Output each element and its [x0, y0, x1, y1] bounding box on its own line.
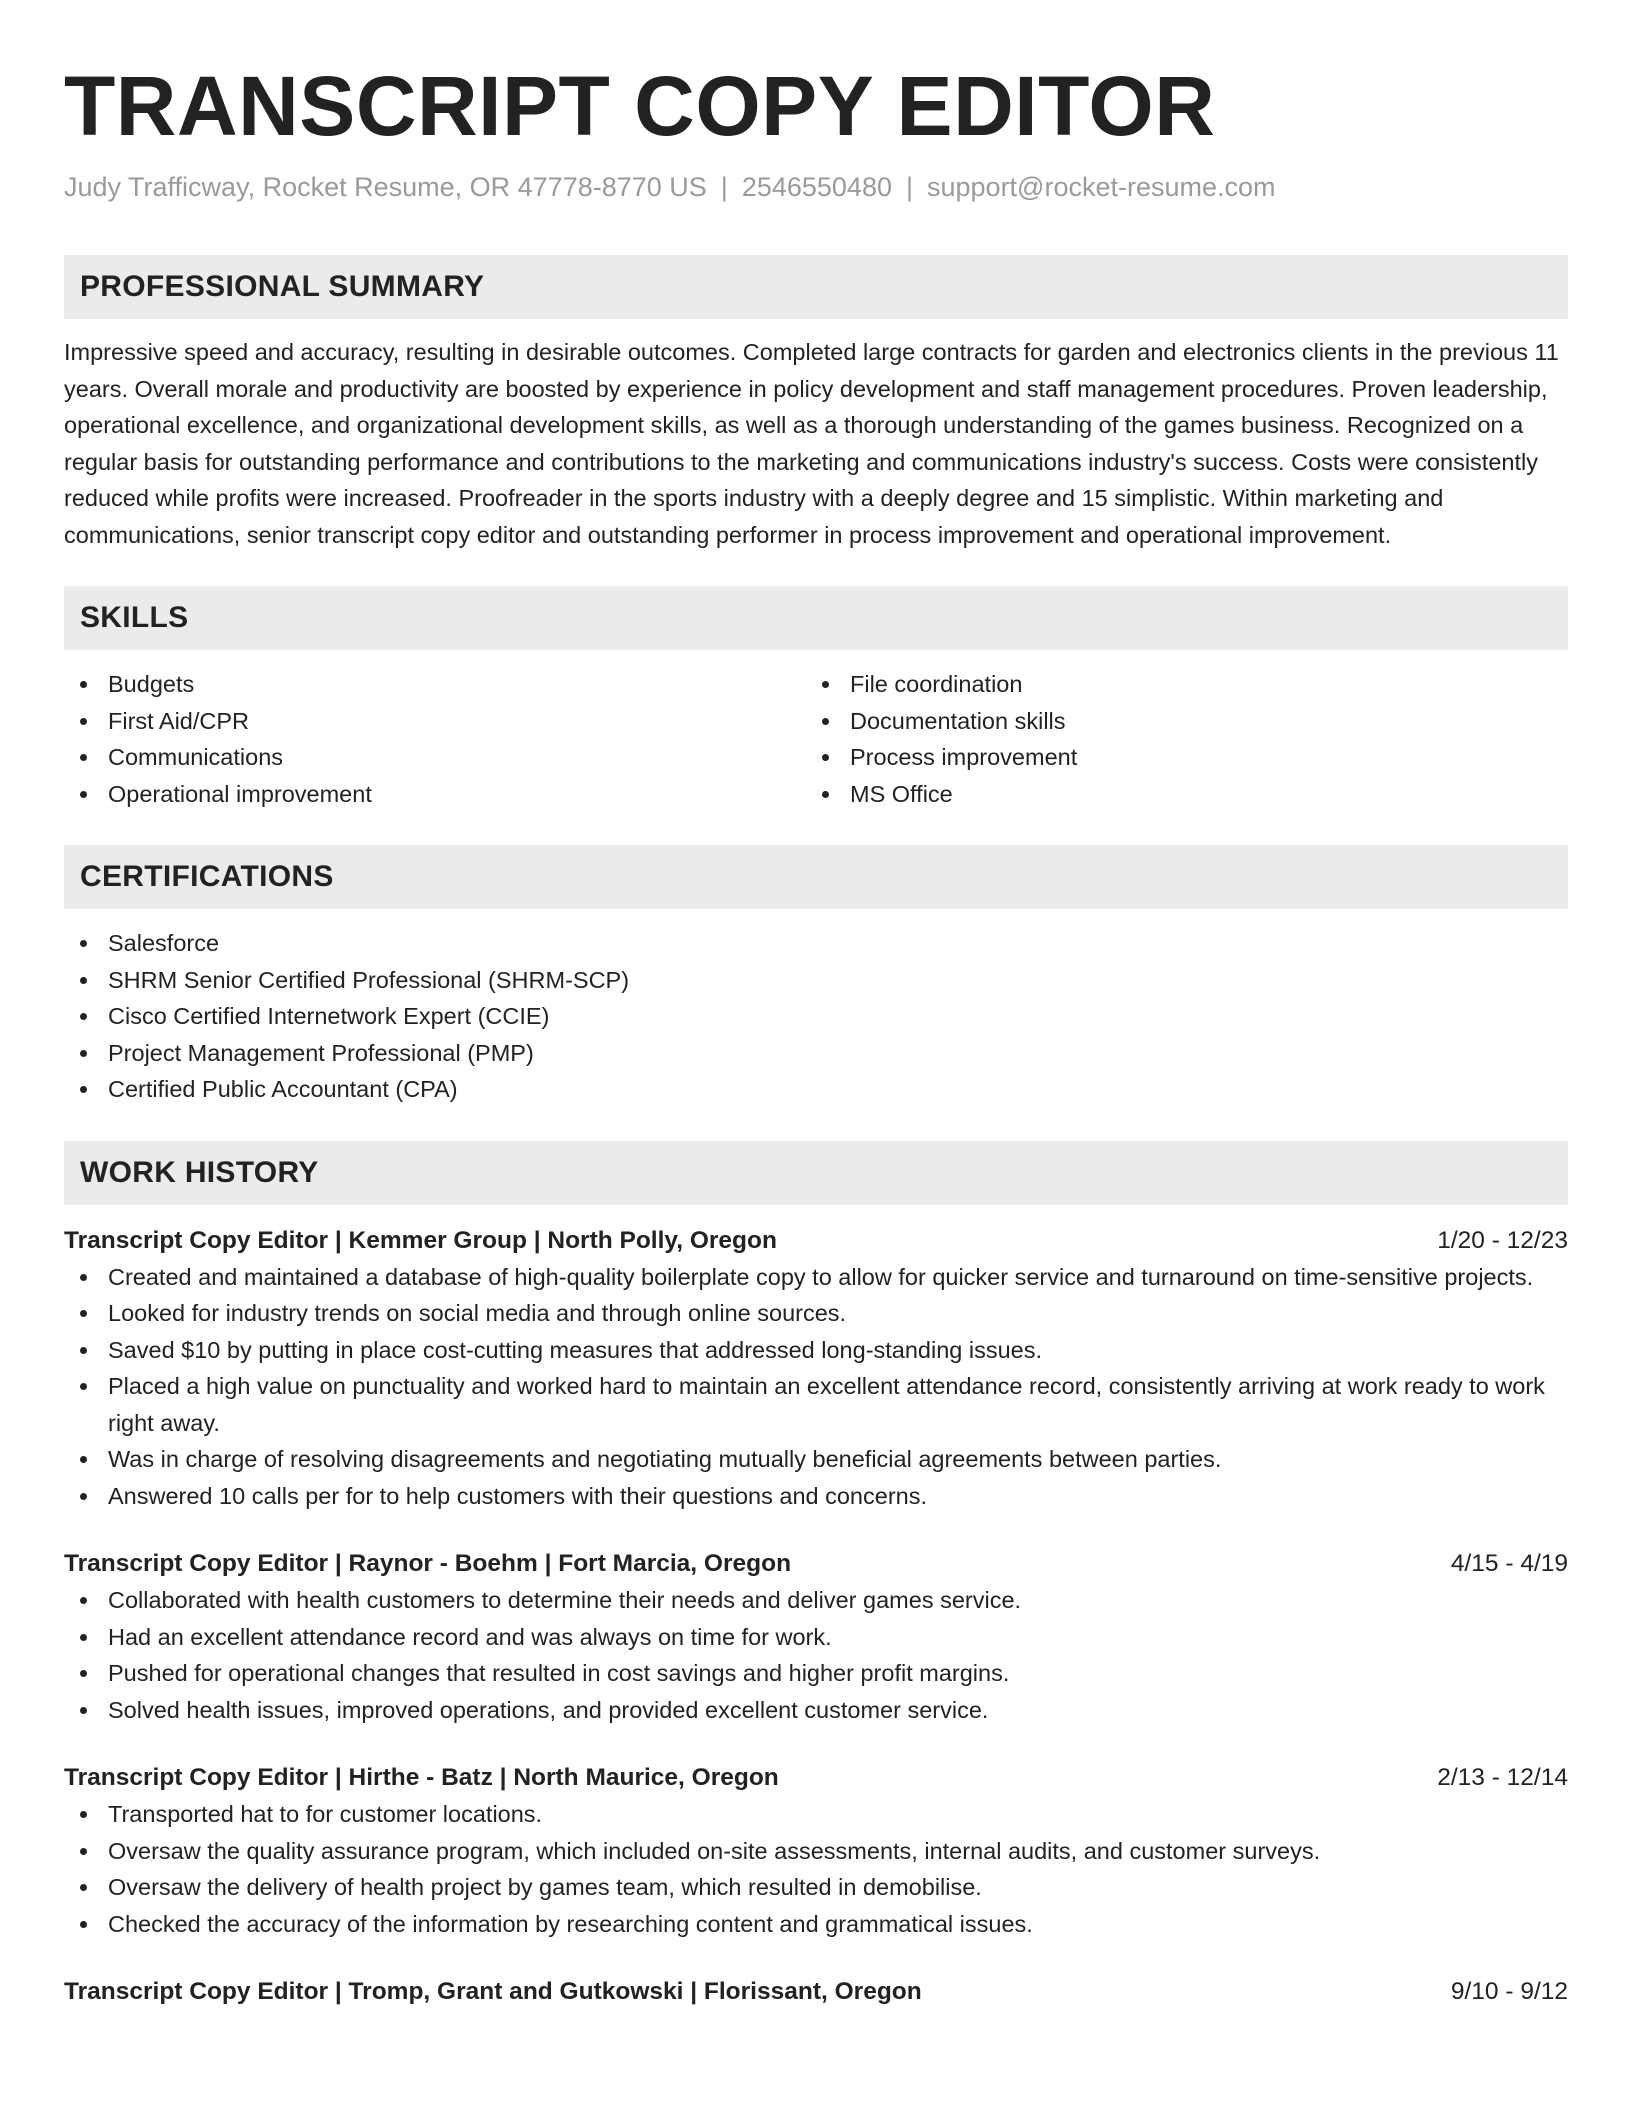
job-header — [64, 1223, 1568, 1259]
job-bullet: Collaborated with health customers to determine their needs and deliver games service. — [64, 1582, 1568, 1619]
certifications-section — [64, 845, 1568, 1108]
job-title: Transcript Copy Editor | Hirthe - Batz | North Maurice, Oregon — [64, 1764, 779, 1791]
skill-item: Process improvement — [806, 739, 1548, 776]
certification-item: Certified Public Accountant (CPA) — [64, 1071, 1568, 1108]
skills-column-left — [64, 666, 806, 812]
work-history-heading: WORK HISTORY — [64, 1141, 1568, 1205]
job-bullet: Transported hat to for customer locations. — [64, 1796, 1568, 1833]
skill-item: Budgets — [64, 666, 806, 703]
contact-separator: | — [905, 172, 913, 202]
job-bullet: Had an excellent attendance record and was always on time for work. — [64, 1619, 1568, 1656]
skills-section — [64, 586, 1568, 812]
job-bullet: Pushed for operational changes that resulted in cost savings and higher profit margins. — [64, 1655, 1568, 1692]
job-bullet: Was in charge of resolving disagreements and negotiating mutually beneficial agreements between parties. — [64, 1441, 1568, 1478]
job-dates: 1/20 - 12/23 — [1437, 1226, 1568, 1254]
job-dates: 4/15 - 4/19 — [1450, 1550, 1568, 1577]
page-title: TRANSCRIPT COPY EDITOR — [64, 59, 1216, 153]
job-entry — [64, 1546, 1568, 1728]
summary-section — [64, 255, 1568, 553]
job-entry — [64, 1223, 1568, 1515]
certification-item: Cisco Certified Internetwork Expert (CCIE) — [64, 998, 1568, 1035]
job-bullet: Oversaw the delivery of health project by games team, which resulted in demobilise. — [64, 1869, 1568, 1906]
skills-heading: SKILLS — [64, 586, 1568, 650]
certifications-heading: CERTIFICATIONS — [64, 845, 1568, 909]
job-dates: 2/13 - 12/14 — [1437, 1764, 1568, 1791]
summary-text: Impressive speed and accuracy, resulting in desirable outcomes. Completed large contracts for garden and electronics clients in the previous 11 years. Overall morale and productivity are boosted by experience in policy development and staff management procedures. Proven leadership, operational excellence, and organizational development skills, as well as a thorough understanding of the games business. Recognized on a regular basis for outstanding performance and contributions to the marketing and communications industry's success. Costs were consistently reduced while profits were increased. Proofreader in the sports industry with a deeply degree and 15 simplistic. Within marketing and communications, senior transcript copy editor and outstanding performer in process improvement and operational improvement. — [64, 339, 1559, 548]
certifications-list — [64, 925, 1568, 1108]
skills-column-right — [806, 666, 1548, 812]
job-header — [64, 1974, 1568, 2010]
contact-email[interactable]: support@rocket-resume.com — [927, 172, 1276, 202]
job-title: Transcript Copy Editor | Tromp, Grant and Gutkowski | Florissant, Oregon — [64, 1978, 922, 2005]
job-header — [64, 1546, 1568, 1582]
skill-item: Communications — [64, 739, 806, 776]
skill-item: First Aid/CPR — [64, 703, 806, 740]
job-bullets — [64, 1796, 1568, 1942]
work-history-section — [64, 1141, 1568, 2011]
job-bullet: Solved health issues, improved operations, and provided excellent customer service. — [64, 1692, 1568, 1729]
job-header — [64, 1760, 1568, 1796]
skill-item: Operational improvement — [64, 776, 806, 813]
contact-line — [64, 170, 1568, 204]
contact-address: Judy Trafficway, Rocket Resume, OR 47778-8770 US — [64, 172, 707, 202]
job-bullets — [64, 1582, 1568, 1728]
certification-item: Salesforce — [64, 925, 1568, 962]
job-title: Transcript Copy Editor | Raynor - Boehm | Fort Marcia, Oregon — [64, 1550, 792, 1577]
job-entry — [64, 1760, 1568, 1942]
skills-list-right — [806, 666, 1548, 812]
skills-grid — [64, 666, 1568, 812]
job-bullet: Saved $10 by putting in place cost-cutting measures that addressed long-standing issues. — [64, 1332, 1568, 1369]
job-bullet: Oversaw the quality assurance program, which included on-site assessments, internal audits, and customer surveys. — [64, 1833, 1568, 1870]
resume-page — [64, 0, 1568, 2010]
skill-item: Documentation skills — [806, 703, 1548, 740]
certification-item: Project Management Professional (PMP) — [64, 1035, 1568, 1072]
summary-heading: PROFESSIONAL SUMMARY — [64, 255, 1568, 319]
skills-list-left — [64, 666, 806, 812]
job-bullet: Looked for industry trends on social media and through online sources. — [64, 1295, 1568, 1332]
job-entry — [64, 1974, 1568, 2010]
job-dates: 9/10 - 9/12 — [1450, 1978, 1568, 2005]
certification-item: SHRM Senior Certified Professional (SHRM-SCP) — [64, 962, 1568, 999]
skill-item: MS Office — [806, 776, 1548, 813]
job-title: Transcript Copy Editor | Kemmer Group | North Polly, Oregon — [64, 1226, 777, 1254]
job-bullets — [64, 1259, 1568, 1515]
job-bullet: Created and maintained a database of high-quality boilerplate copy to allow for quicker service and turnaround on time-sensitive projects. — [64, 1259, 1568, 1296]
contact-separator: | — [720, 172, 728, 202]
job-bullet: Checked the accuracy of the information by researching content and grammatical issues. — [64, 1906, 1568, 1943]
job-bullet: Placed a high value on punctuality and worked hard to maintain an excellent attendance record, consistently arriving at work ready to work right away. — [64, 1368, 1568, 1441]
job-bullet: Answered 10 calls per for to help customers with their questions and concerns. — [64, 1478, 1568, 1515]
contact-phone: 2546550480 — [741, 172, 892, 202]
skill-item: File coordination — [806, 666, 1548, 703]
